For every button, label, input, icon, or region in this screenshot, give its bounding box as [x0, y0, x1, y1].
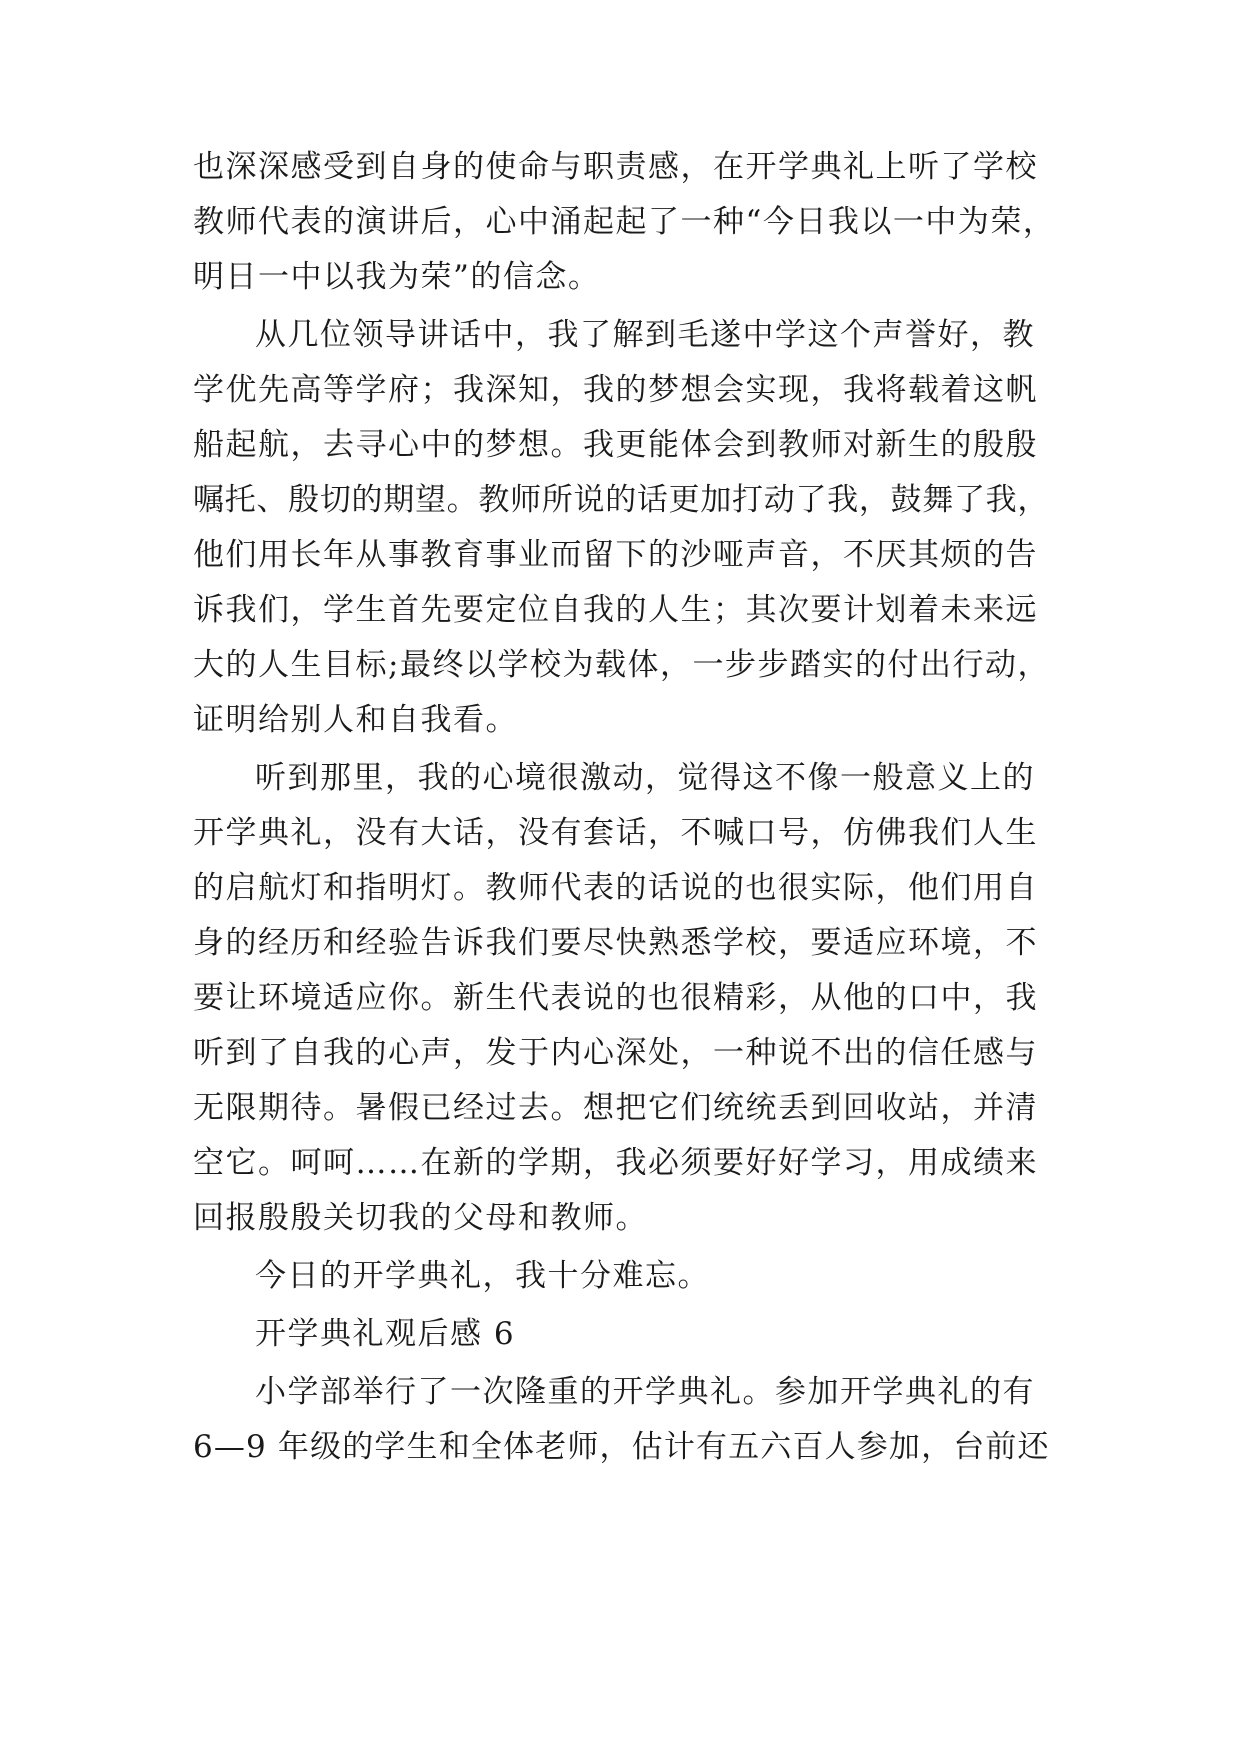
text-line: 明日一中以我为荣”的信念。: [193, 259, 601, 295]
text-line: 证明给别人和自我看。: [193, 702, 518, 738]
text-line: 要让环境适应你。新生代表说的也很精彩，从他的口中，我: [193, 980, 1038, 1016]
text-line: 也深深感受到自身的使命与职责感，在开学典礼上听了学校: [193, 149, 1038, 185]
text-line: 嘱托、殷切的期望。教师所说的话更加打动了我，鼓舞了我，: [193, 482, 1050, 518]
text-line: 的启航灯和指明灯。教师代表的话说的也很实际，他们用自: [193, 870, 1038, 906]
text-line: 听到了自我的心声，发于内心深处，一种说不出的信任感与: [193, 1035, 1038, 1071]
paragraph-first-line: 听到那里，我的心境很激动，觉得这不像一般意义上的: [255, 760, 1035, 796]
text-line: 开学典礼，没有大话，没有套话，不喊口号，仿佛我们人生: [193, 815, 1038, 851]
text-line: 大的人生目标;最终以学校为载体，一步步踏实的付出行动，: [193, 647, 1050, 683]
text-line: 他们用长年从事教育事业而留下的沙哑声音，不厌其烦的告: [193, 537, 1038, 573]
paragraph-first-line: 今日的开学典礼，我十分难忘。: [255, 1258, 710, 1294]
paragraph-first-line: 小学部举行了一次隆重的开学典礼。参加开学典礼的有: [255, 1374, 1035, 1410]
text-line: 学优先高等学府；我深知，我的梦想会实现，我将载着这帆: [193, 372, 1038, 408]
section-heading: 开学典礼观后感 6: [255, 1316, 516, 1352]
text-line: 无限期待。暑假已经过去。想把它们统统丢到回收站，并清: [193, 1090, 1038, 1126]
text-line: 回报殷殷关切我的父母和教师。: [193, 1200, 648, 1236]
text-line: 6—9 年级的学生和全体老师，估计有五六百人参加，台前还: [193, 1429, 1050, 1465]
text-line: 船起航，去寻心中的梦想。我更能体会到教师对新生的殷殷: [193, 427, 1038, 463]
text-line: 教师代表的演讲后，心中涌起起了一种“今日我以一中为荣，: [193, 204, 1056, 240]
paragraph-first-line: 从几位领导讲话中，我了解到毛遂中学这个声誉好，教: [255, 317, 1035, 353]
text-line: 诉我们，学生首先要定位自我的人生；其次要计划着未来远: [193, 592, 1038, 628]
text-line: 身的经历和经验告诉我们要尽快熟悉学校，要适应环境，不: [193, 925, 1038, 961]
text-line: 空它。呵呵……在新的学期，我必须要好好学习，用成绩来: [193, 1145, 1038, 1181]
